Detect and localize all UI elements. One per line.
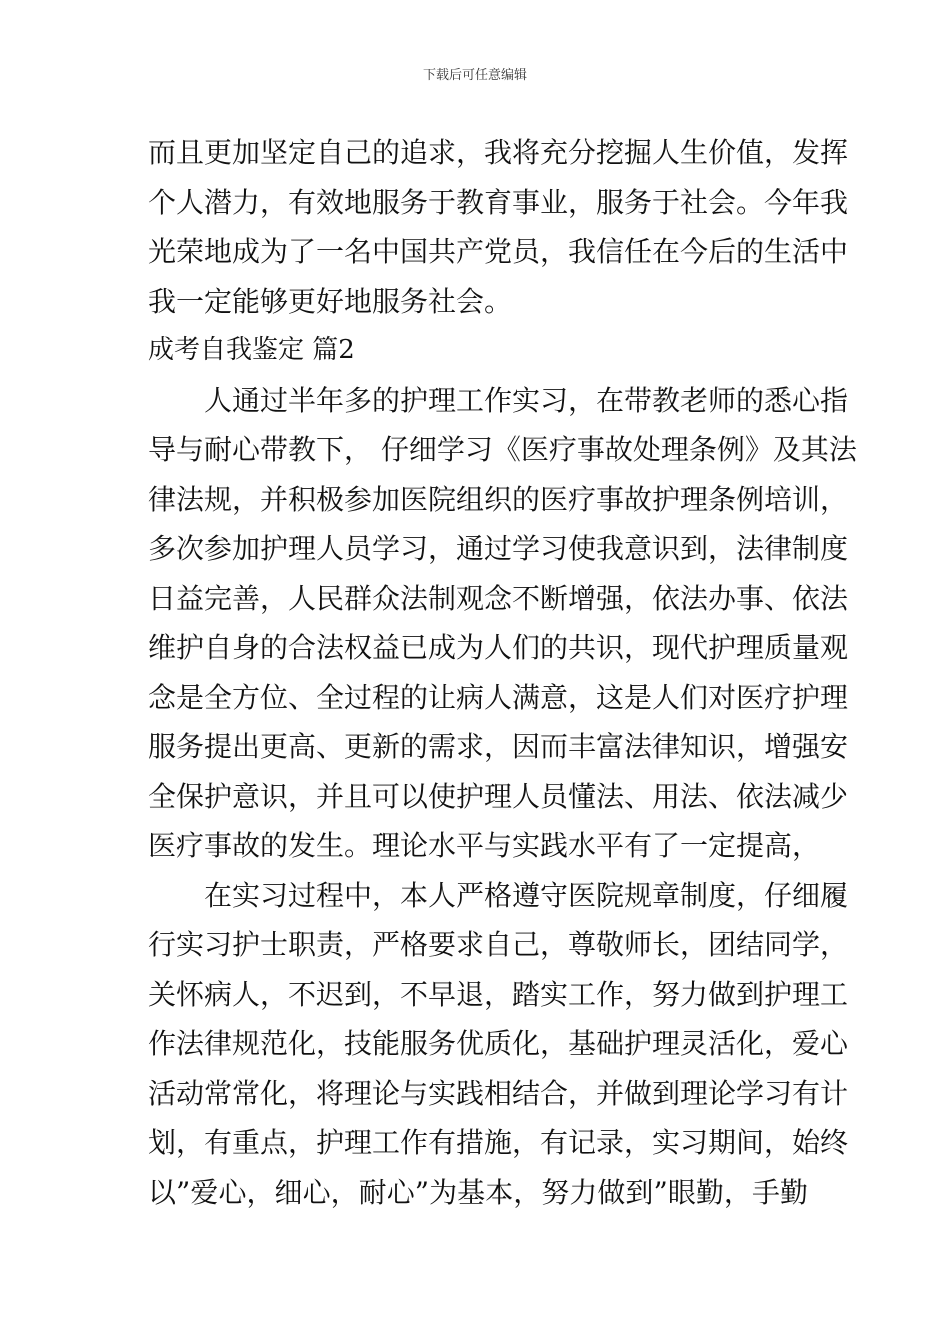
- text-line: 个人潜力，有效地服务于教育事业，服务于社会。今年我: [148, 185, 849, 219]
- paragraph-3: [148, 871, 849, 1218]
- paragraph-2: [148, 376, 857, 871]
- text-line: 活动常常化，将理论与实践相结合，并做到理论学习有计: [148, 1076, 849, 1110]
- document-body: [148, 128, 857, 1217]
- text-line: 服务提出更高、更新的需求，因而丰富法律知识，增强安: [148, 730, 849, 763]
- section-heading: 成考自我鉴定 篇2: [148, 335, 355, 365]
- text-line: 导与耐心带教下， 仔细学习《医疗事故处理条例》及其法: [148, 433, 857, 466]
- text-line: 日益完善，人民群众法制观念不断增强，依法办事、依法: [148, 581, 849, 615]
- text-line: 光荣地成为了一名中国共产党员，我信任在今后的生活中: [148, 235, 849, 268]
- text-line: 全保护意识，并且可以使护理人员懂法、用法、依法减少: [148, 779, 849, 813]
- text-line: 在实习过程中，本人严格遵守医院规章制度，仔细履: [204, 878, 849, 912]
- text-line: 多次参加护理人员学习，通过学习使我意识到，法律制度: [148, 532, 849, 565]
- text-line: 以”爱心，细心，耐心”为基本，努力做到”眼勤，手勤: [148, 1175, 808, 1209]
- text-line: 念是全方位、全过程的让病人满意，这是人们对医疗护理: [148, 680, 849, 714]
- page-header: 下载后可任意编辑: [422, 68, 527, 83]
- text-line: 而且更加坚定自己的追求，我将充分挖掘人生价值，发挥: [148, 136, 849, 169]
- text-line: 划，有重点，护理工作有措施，有记录，实习期间，始终: [148, 1126, 849, 1159]
- text-line: 维护自身的合法权益已成为人们的共识，现代护理质量观: [148, 631, 849, 664]
- text-line: 我一定能够更好地服务社会。: [148, 284, 513, 318]
- text-line: 作法律规范化，技能服务优质化，基础护理灵活化，爱心: [148, 1027, 849, 1060]
- text-line: 人通过半年多的护理工作实习，在带教老师的悉心指: [204, 383, 849, 417]
- text-line: 律法规，并积极参加医院组织的医疗事故护理条例培训，: [148, 482, 849, 516]
- paragraph-1: [148, 128, 849, 326]
- text-line: 医疗事故的发生。理论水平与实践水平有了一定提高，: [148, 829, 821, 862]
- text-line: 行实习护士职责，严格要求自己，尊敬师长，团结同学，: [148, 928, 849, 961]
- text-line: 关怀病人，不迟到，不早退，踏实工作，努力做到护理工: [148, 977, 849, 1011]
